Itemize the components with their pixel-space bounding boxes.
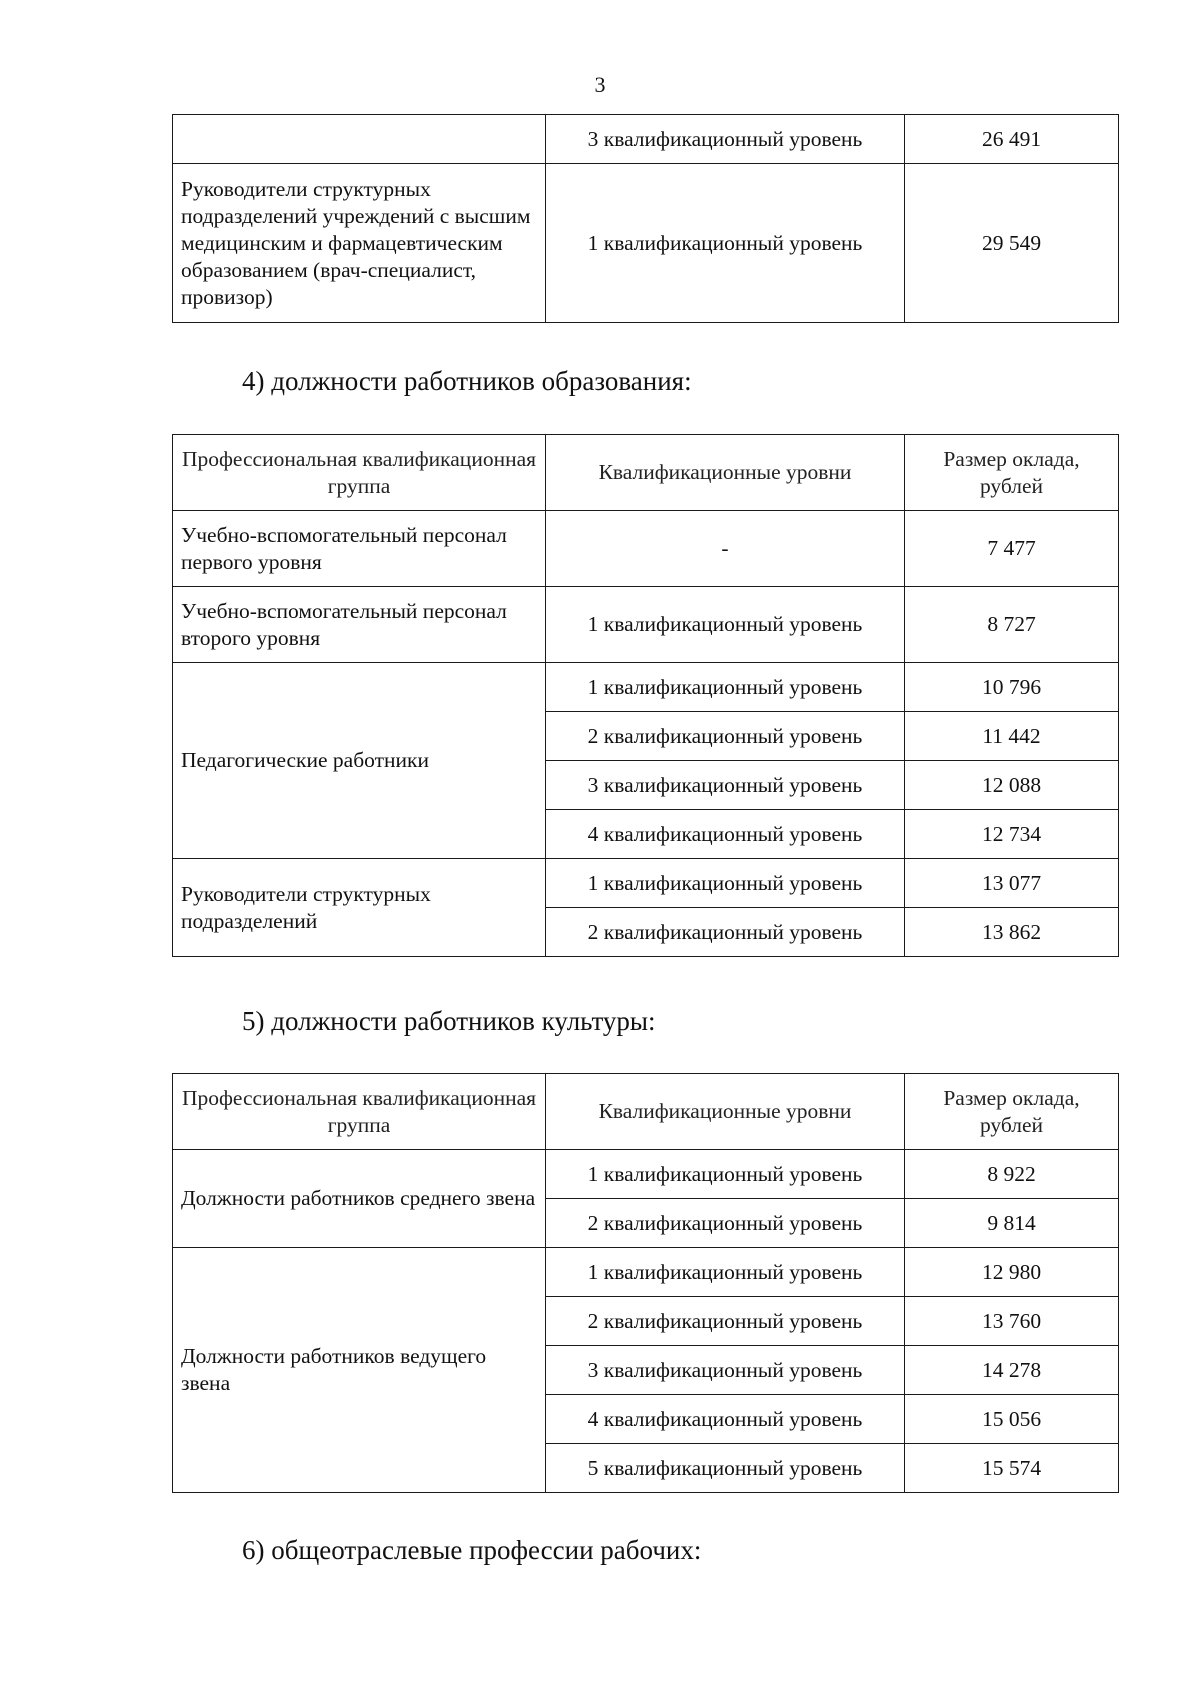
- level-cell: 1 квалификационный уровень: [546, 587, 905, 663]
- column-header-group: Профессиональная квалификационная группа: [173, 435, 546, 511]
- salary-cell: 9 814: [905, 1199, 1119, 1248]
- group-cell: Педагогические работники: [173, 663, 546, 859]
- column-header-salary: Размер оклада, рублей: [905, 1074, 1119, 1150]
- group-cell: Руководители структурных подразделений учреждений с высшим медицинским и фармацевтическим образованием (врач-специалист, провизор): [173, 164, 546, 323]
- table-culture: [172, 1073, 1119, 1493]
- level-cell: -: [546, 511, 905, 587]
- level-cell: 3 квалификационный уровень: [546, 115, 905, 164]
- salary-cell: 26 491: [905, 115, 1119, 164]
- column-header-salary: Размер оклада, рублей: [905, 435, 1119, 511]
- salary-cell: 14 278: [905, 1346, 1119, 1395]
- table-row: [173, 1248, 1119, 1297]
- salary-cell: 7 477: [905, 511, 1119, 587]
- level-cell: 2 квалификационный уровень: [546, 1297, 905, 1346]
- group-cell: Должности работников среднего звена: [173, 1150, 546, 1248]
- table-row: [173, 1150, 1119, 1199]
- table-row: [173, 587, 1119, 663]
- level-cell: 2 квалификационный уровень: [546, 712, 905, 761]
- level-cell: 1 квалификационный уровень: [546, 1150, 905, 1199]
- salary-cell: 15 056: [905, 1395, 1119, 1444]
- section-heading-workers: 6) общеотраслевые профессии рабочих:: [242, 1535, 702, 1565]
- level-cell: 4 квалификационный уровень: [546, 810, 905, 859]
- table-row: [173, 164, 1119, 323]
- salary-cell: 13 077: [905, 859, 1119, 908]
- salary-cell: 11 442: [905, 712, 1119, 761]
- table-header-row: [173, 1074, 1119, 1150]
- section-heading-education: 4) должности работников образования:: [242, 366, 692, 396]
- level-cell: 3 квалификационный уровень: [546, 761, 905, 810]
- salary-cell: 12 980: [905, 1248, 1119, 1297]
- level-cell: 4 квалификационный уровень: [546, 1395, 905, 1444]
- table-row: [173, 115, 1119, 164]
- column-header-group: Профессиональная квалификационная группа: [173, 1074, 546, 1150]
- salary-cell: 8 727: [905, 587, 1119, 663]
- salary-cell: 29 549: [905, 164, 1119, 323]
- page-number: 3: [594, 72, 606, 97]
- level-cell: 1 квалификационный уровень: [546, 663, 905, 712]
- group-cell: [173, 115, 546, 164]
- level-cell: 1 квалификационный уровень: [546, 859, 905, 908]
- salary-cell: 13 760: [905, 1297, 1119, 1346]
- level-cell: 2 квалификационный уровень: [546, 908, 905, 957]
- salary-cell: 13 862: [905, 908, 1119, 957]
- group-cell: Руководители структурных подразделений: [173, 859, 546, 957]
- table-row: [173, 663, 1119, 712]
- table-education: [172, 434, 1119, 957]
- table-header-row: [173, 435, 1119, 511]
- salary-cell: 8 922: [905, 1150, 1119, 1199]
- salary-cell: 15 574: [905, 1444, 1119, 1493]
- level-cell: 1 квалификационный уровень: [546, 1248, 905, 1297]
- salary-cell: 12 734: [905, 810, 1119, 859]
- salary-cell: 10 796: [905, 663, 1119, 712]
- group-cell: Должности работников ведущего звена: [173, 1248, 546, 1493]
- table-medical-continued: [172, 114, 1119, 323]
- level-cell: 5 квалификационный уровень: [546, 1444, 905, 1493]
- group-cell: Учебно-вспомогательный персонал второго уровня: [173, 587, 546, 663]
- column-header-levels: Квалификационные уровни: [546, 435, 905, 511]
- level-cell: 2 квалификационный уровень: [546, 1199, 905, 1248]
- salary-cell: 12 088: [905, 761, 1119, 810]
- group-cell: Учебно-вспомогательный персонал первого уровня: [173, 511, 546, 587]
- section-heading-culture: 5) должности работников культуры:: [242, 1006, 656, 1036]
- table-row: [173, 511, 1119, 587]
- table-row: [173, 859, 1119, 908]
- column-header-levels: Квалификационные уровни: [546, 1074, 905, 1150]
- level-cell: 3 квалификационный уровень: [546, 1346, 905, 1395]
- level-cell: 1 квалификационный уровень: [546, 164, 905, 323]
